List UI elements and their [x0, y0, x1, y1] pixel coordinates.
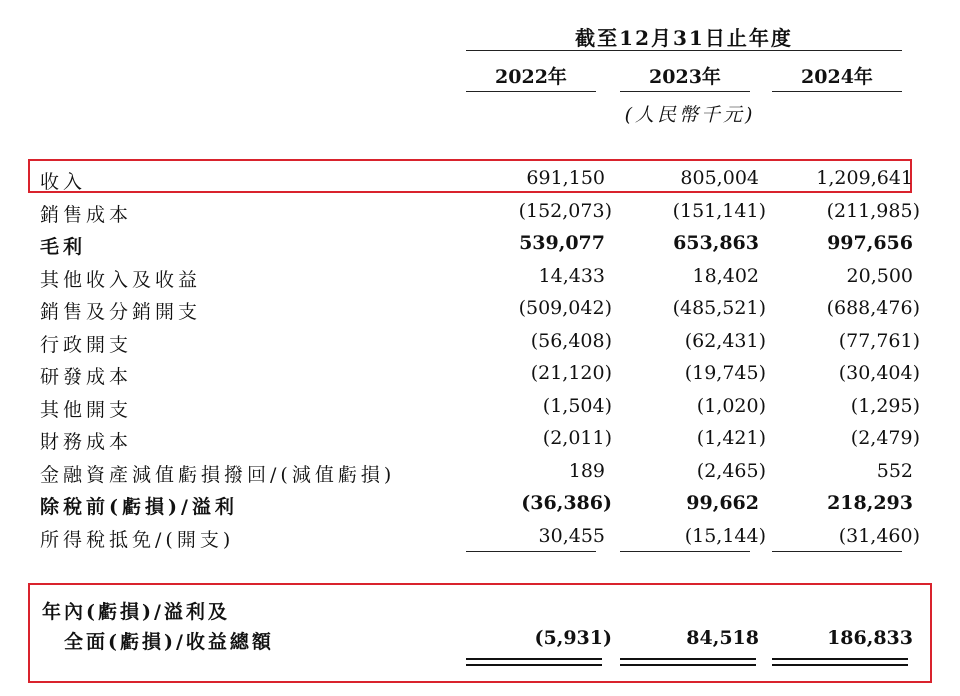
- total-double-rule-2022: [466, 658, 602, 666]
- row-value-2024: (211,985): [826, 199, 920, 222]
- row-value-2024: (31,460): [838, 524, 920, 547]
- row-value-2022: 539,077: [519, 232, 605, 254]
- period-title: 截至12月31日止年度: [575, 26, 793, 50]
- table-row: [0, 488, 960, 520]
- row-label: 毛利: [40, 236, 87, 258]
- row-value-2023: (62,431): [684, 329, 766, 352]
- row-label: 銷售及分銷開支: [40, 301, 202, 323]
- row-value-2022: 189: [568, 459, 605, 482]
- row-value-2023: (1,020): [696, 394, 766, 417]
- total-value-2024: 186,833: [827, 627, 913, 649]
- row-value-2022: (1,504): [542, 394, 612, 417]
- row-label: 除稅前(虧損)/溢利: [40, 496, 238, 518]
- table-row: [0, 163, 960, 195]
- row-label: 所得稅抵免/(開支): [40, 528, 235, 551]
- row-value-2022: (509,042): [518, 297, 612, 319]
- row-value-2024: (30,404): [838, 362, 920, 384]
- row-value-2022: (152,073): [518, 199, 612, 222]
- row-value-2022: 691,150: [526, 167, 605, 189]
- table-row: [0, 228, 960, 260]
- table-row: [0, 358, 960, 390]
- currency-unit: (人民幣千元): [624, 104, 756, 126]
- year-2022-header: 2022年: [495, 66, 567, 88]
- total-double-rule-2023: [620, 658, 756, 666]
- row-value-2022: 14,433: [538, 264, 605, 287]
- row-value-2023: 99,662: [686, 492, 759, 514]
- year-underline-2023: [620, 91, 750, 92]
- row-value-2024: 997,656: [827, 232, 913, 254]
- row-value-2023: (485,521): [672, 297, 766, 319]
- row-value-2024: 1,209,641: [816, 167, 913, 189]
- year-underline-2022: [466, 91, 596, 92]
- row-value-2023: (19,745): [684, 362, 766, 384]
- row-label: 財務成本: [40, 431, 133, 453]
- row-label: 研發成本: [40, 366, 133, 388]
- table-row: [0, 326, 960, 358]
- row-value-2024: 552: [876, 459, 913, 482]
- total-value-2023: 84,518: [686, 627, 759, 649]
- row-value-2023: 18,402: [692, 264, 759, 287]
- table-row: [0, 293, 960, 325]
- subtotal-rule-2023: [620, 551, 750, 552]
- table-row: [0, 456, 960, 488]
- row-value-2024: (2,479): [850, 427, 920, 449]
- total-label-line2: 全面(虧損)/收益總額: [64, 631, 274, 653]
- row-value-2024: 20,500: [846, 264, 913, 287]
- row-value-2024: (1,295): [850, 394, 920, 417]
- table-row: [0, 391, 960, 423]
- row-value-2024: (77,761): [838, 329, 920, 352]
- period-underline: [466, 50, 902, 51]
- year-underline-2024: [772, 91, 902, 92]
- table-row: [0, 196, 960, 228]
- row-value-2022: (21,120): [530, 362, 612, 384]
- row-label: 金融資產減值虧損撥回/(減值虧損): [40, 463, 396, 486]
- row-value-2022: (56,408): [530, 329, 612, 352]
- total-label-line1: 年內(虧損)/溢利及: [42, 601, 230, 623]
- row-label: 收入: [40, 171, 87, 193]
- row-value-2024: (688,476): [826, 297, 920, 319]
- table-row: [0, 423, 960, 455]
- row-value-2023: 653,863: [673, 232, 759, 254]
- subtotal-rule-2024: [772, 551, 902, 552]
- row-value-2023: (2,465): [696, 459, 766, 482]
- row-value-2023: 805,004: [680, 167, 759, 189]
- row-label: 其他收入及收益: [40, 268, 202, 291]
- year-2023-header: 2023年: [649, 66, 721, 88]
- row-value-2024: 218,293: [827, 492, 913, 514]
- row-value-2023: (15,144): [684, 524, 766, 547]
- row-value-2022: (2,011): [542, 427, 612, 449]
- subtotal-rule-2022: [466, 551, 596, 552]
- year-2024-header: 2024年: [801, 66, 873, 88]
- total-double-rule-2024: [772, 658, 908, 666]
- row-value-2022: 30,455: [538, 524, 605, 547]
- row-value-2023: (151,141): [672, 199, 766, 222]
- row-label: 銷售成本: [40, 203, 133, 226]
- row-label: 其他開支: [40, 398, 133, 421]
- table-row: [0, 521, 960, 553]
- row-label: 行政開支: [40, 333, 133, 356]
- total-value-2022: (5,931): [534, 627, 612, 649]
- row-value-2023: (1,421): [696, 427, 766, 449]
- row-value-2022: (36,386): [521, 492, 612, 514]
- table-row: [0, 261, 960, 293]
